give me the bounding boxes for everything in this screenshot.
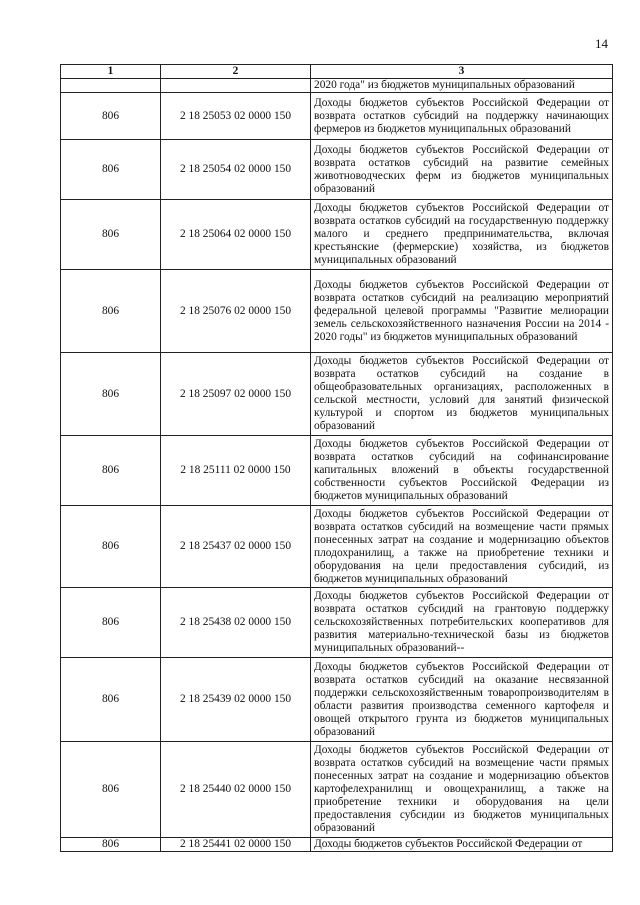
admin-code: 806 <box>61 742 161 838</box>
header-col-1: 1 <box>61 65 161 79</box>
table-row <box>61 140 613 200</box>
income-description: Доходы бюджетов субъектов Российской Федерации от возврата остатков субсидий на возмещение части прямых понесенных затрат на создание и модернизацию объектов картофелехранилищ и овощехранилищ, а также на приобретение техники и оборудования на цели предоставления субсидии из бюджетов муниципальных образований <box>311 742 613 838</box>
income-description: Доходы бюджетов субъектов Российской Федерации от возврата остатков субсидий на реализацию мероприятий федеральной целевой программы "Развитие мелиорации земель сельскохозяйственного назначения России на 2014 - 2020 годы" из бюджетов муниципальных образований <box>311 270 613 353</box>
header-col-3: 3 <box>311 65 613 79</box>
budget-code: 2 18 25064 02 0000 150 <box>161 200 311 270</box>
table-row <box>61 588 613 658</box>
table-row <box>61 436 613 506</box>
budget-code: 2 18 25440 02 0000 150 <box>161 742 311 838</box>
income-description: Доходы бюджетов субъектов Российской Федерации от <box>311 838 613 852</box>
income-description: Доходы бюджетов субъектов Российской Федерации от возврата остатков субсидий на государственную поддержку малого и среднего предпринимательства, включая крестьянские (фермерские) хозяйства, из бюджетов муниципальных образований <box>311 200 613 270</box>
budget-code: 2 18 25053 02 0000 150 <box>161 93 311 140</box>
income-description: Доходы бюджетов субъектов Российской Федерации от возврата остатков субсидий на создание в общеобразовательных организациях, расположенных в сельской местности, условий для занятий физической культурой и спортом из бюджетов муниципальных образований <box>311 353 613 436</box>
table-row <box>61 200 613 270</box>
header-col-2: 2 <box>161 65 311 79</box>
budget-code: 2 18 25438 02 0000 150 <box>161 588 311 658</box>
table-row <box>61 270 613 353</box>
budget-code: 2 18 25054 02 0000 150 <box>161 140 311 200</box>
admin-code: 806 <box>61 838 161 852</box>
income-description: Доходы бюджетов субъектов Российской Федерации от возврата остатков субсидий на оказание несвязанной поддержки сельскохозяйственным товаропроизводителям в области развития производства семенного картофеля и овощей открытого грунта из бюджетов муниципальных образований <box>311 658 613 742</box>
header-row <box>61 65 613 79</box>
income-description: Доходы бюджетов субъектов Российской Федерации от возврата остатков субсидий на софинансирование капитальных вложений в объекты государственной собственности субъектов Российской Федерации из бюджетов муниципальных образований <box>311 436 613 506</box>
admin-code: 806 <box>61 270 161 353</box>
budget-code: 2 18 25439 02 0000 150 <box>161 658 311 742</box>
admin-code: 806 <box>61 658 161 742</box>
income-description: Доходы бюджетов субъектов Российской Федерации от возврата остатков субсидий на развитие семейных животноводческих ферм из бюджетов муниципальных образований <box>311 140 613 200</box>
table-row <box>61 353 613 436</box>
budget-code: 2 18 25111 02 0000 150 <box>161 436 311 506</box>
budget-income-table <box>60 64 613 852</box>
income-description: Доходы бюджетов субъектов Российской Федерации от возврата остатков субсидий на грантовую поддержку сельскохозяйственных потребительских кооперативов для развития материально-технической базы из бюджетов муниципальных образований-- <box>311 588 613 658</box>
budget-code: 2 18 25437 02 0000 150 <box>161 506 311 588</box>
budget-code: 2 18 25441 02 0000 150 <box>161 838 311 852</box>
admin-code: 806 <box>61 506 161 588</box>
continuation-text: 2020 года" из бюджетов муниципальных образований <box>311 79 613 93</box>
admin-code: 806 <box>61 200 161 270</box>
budget-code: 2 18 25097 02 0000 150 <box>161 353 311 436</box>
admin-code: 806 <box>61 353 161 436</box>
income-description: Доходы бюджетов субъектов Российской Федерации от возврата остатков субсидий на возмещение части прямых понесенных затрат на создание и модернизацию объектов плодохранилищ, а также на приобретение техники и оборудования на цели предоставления субсидий, из бюджетов муниципальных образований <box>311 506 613 588</box>
income-description: Доходы бюджетов субъектов Российской Федерации от возврата остатков субсидий на поддержку начинающих фермеров из бюджетов муниципальных образований <box>311 93 613 140</box>
admin-code: 806 <box>61 436 161 506</box>
admin-code: 806 <box>61 93 161 140</box>
table-row <box>61 838 613 852</box>
admin-code: 806 <box>61 588 161 658</box>
table-row <box>61 658 613 742</box>
continuation-row <box>61 79 613 93</box>
table-row <box>61 506 613 588</box>
table-row <box>61 742 613 838</box>
page-number: 14 <box>595 36 608 51</box>
admin-code: 806 <box>61 140 161 200</box>
budget-code: 2 18 25076 02 0000 150 <box>161 270 311 353</box>
table-row <box>61 93 613 140</box>
